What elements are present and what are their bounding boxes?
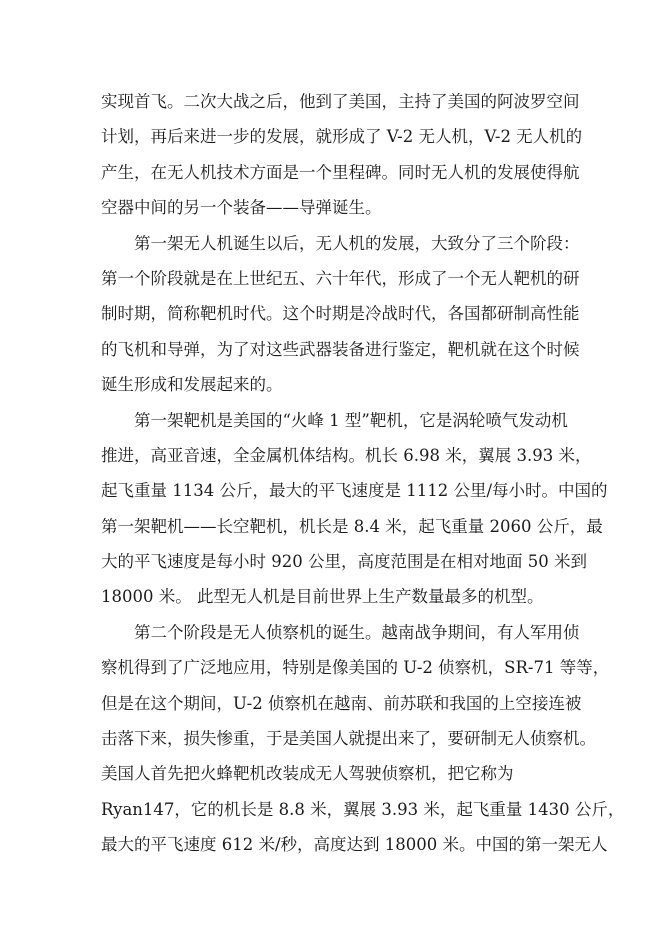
text-line: 最大的平飞速度 612 米/秒，高度达到 18000 米。中国的第一架无人 [101,835,608,855]
text-line: 第一架靶机是美国的“火峰 1 型”靶机，它是涡轮喷气发动机 [101,410,568,430]
text-line: 制时期，简称靶机时代。这个时期是冷战时代，各国都研制高性能 [101,304,580,324]
text-line: 产生，在无人机技术方面是一个里程碑。同时无人机的发展使得航 [101,162,580,182]
text-line: 起飞重量 1134 公斤，最大的平飞速度是 1112 公里/每小时。中国的 [101,481,608,501]
text-line: 击落下来，损失惨重，于是美国人就提出来了，要研制无人侦察机。 [101,729,596,749]
body-text [101,84,625,863]
text-line: 大的平飞速度是每小时 920 公里，高度范围是在相对地面 50 米到 [101,552,587,572]
text-line: 第二个阶段是无人侦察机的诞生。越南战争期间，有人军用侦 [101,622,580,642]
text-line: 但是在这个期间，U-2 侦察机在越南、前苏联和我国的上空接连被 [101,693,582,713]
text-line: 第一个阶段就是在上世纪五、六十年代，形成了一个无人靶机的研 [101,268,580,288]
text-line: 诞生形成和发展起来的。 [101,375,283,395]
text-line: 察机得到了广泛地应用，特别是像美国的 U-2 侦察机，SR-71 等等， [101,658,610,678]
text-line: 美国人首先把火蜂靶机改装成无人驾驶侦察机，把它称为 [101,764,514,784]
text-line: 计划，再后来进一步的发展，就形成了 V-2 无人机，V-2 无人机的 [101,127,583,147]
text-line: Ryan147，它的机长是 8.8 米，翼展 3.93 米，起飞重量 1430 公斤， [101,799,625,819]
text-line: 实现首飞。二次大战之后，他到了美国，主持了美国的阿波罗空间 [101,92,580,111]
text-line: 第一架靶机——长空靶机，机长是 8.4 米，起飞重量 2060 公斤，最 [101,516,603,536]
text-line: 推进，高亚音速，全金属机体结构。机长 6.98 米，翼展 3.93 米， [101,445,592,465]
text-line: 的飞机和导弹，为了对这些武器装备进行鉴定，靶机就在这个时候 [101,339,580,359]
text-line: 第一架无人机诞生以后，无人机的发展，大致分了三个阶段： [101,233,580,253]
text-line: 18000 米。 此型无人机是目前世界上生产数量最多的机型。 [101,587,544,607]
text-line: 空器中间的另一个装备——导弹诞生。 [101,198,382,218]
